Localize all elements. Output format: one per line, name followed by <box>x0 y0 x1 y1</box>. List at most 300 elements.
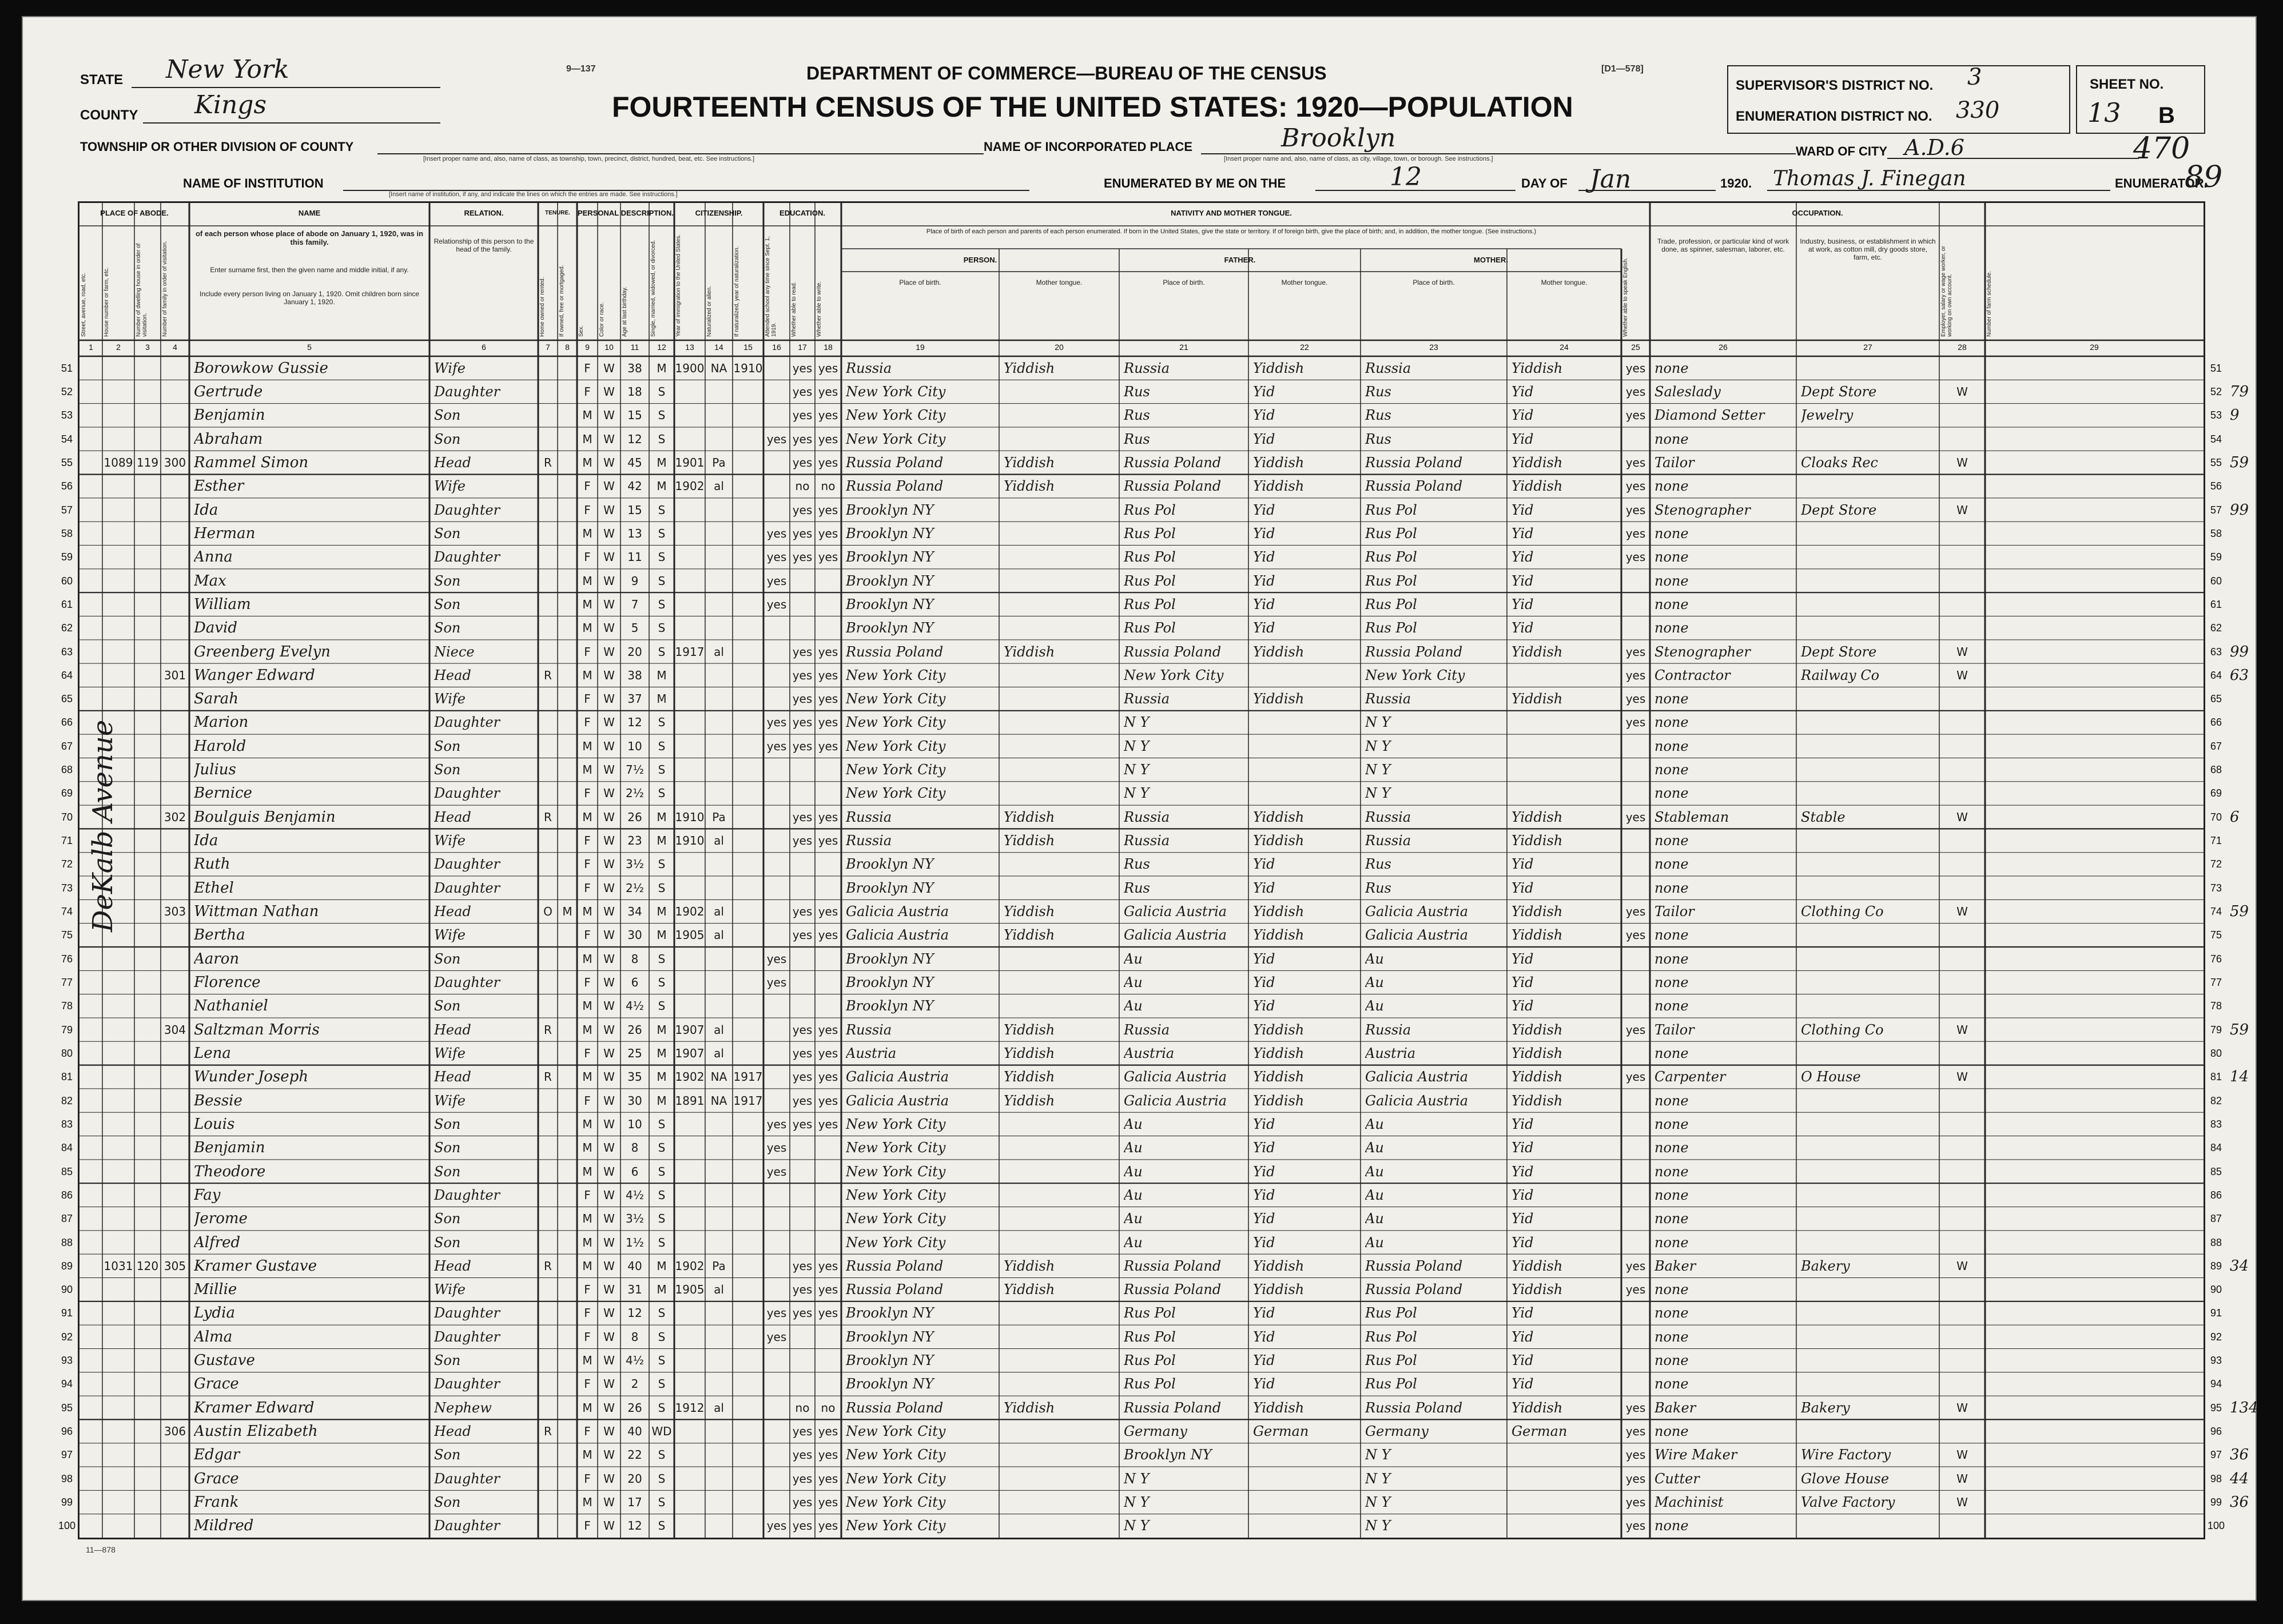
cell-read: yes <box>792 928 813 942</box>
cell-name: Alfred <box>194 1233 241 1251</box>
cell-pob: New York City <box>846 431 946 447</box>
cell-mmt: Yid <box>1512 1140 1534 1156</box>
row-number-right: 72 <box>2210 858 2222 870</box>
cell-fmt: Yid <box>1253 501 1275 518</box>
cell-write: yes <box>818 810 838 824</box>
cell-sex: F <box>584 857 591 871</box>
row-number: 55 <box>61 456 73 468</box>
cell-mpob: N Y <box>1365 1470 1391 1487</box>
row-number-right: 91 <box>2210 1307 2222 1319</box>
cell-race: W <box>603 1164 615 1179</box>
cell-read: yes <box>792 692 813 706</box>
cell-race: W <box>603 361 615 375</box>
cell-mpob: Russia Poland <box>1365 454 1463 471</box>
cell-ms: M <box>657 1070 667 1084</box>
cell-mt: Yiddish <box>1004 1069 1055 1085</box>
cell-occ: none <box>1654 478 1689 495</box>
cell-fpob: N Y <box>1124 714 1150 731</box>
column-number-28: 28 <box>1958 343 1967 352</box>
cell-fpob: N Y <box>1124 1518 1150 1534</box>
cell-mmt: Yid <box>1512 1305 1534 1322</box>
header-c22: Mother tongue. <box>1281 278 1328 286</box>
cell-age: 7 <box>631 597 639 611</box>
cell-sex: F <box>584 692 591 706</box>
margin-code: 36 <box>2230 1446 2249 1464</box>
cell-age: 2 <box>631 1377 639 1391</box>
cell-eng: yes <box>1625 361 1646 375</box>
cell-write: yes <box>818 1093 838 1108</box>
cell-imm: 1907 <box>675 1022 705 1037</box>
cell-sex: F <box>584 479 591 493</box>
cell-ms: S <box>658 857 666 871</box>
cell-pob: New York City <box>846 1470 946 1487</box>
cell-write: no <box>821 1400 836 1415</box>
row-number: 66 <box>61 717 73 729</box>
cell-imm: 1902 <box>675 479 705 493</box>
cell-age: 23 <box>627 834 642 848</box>
cell-ms: S <box>658 1495 666 1510</box>
cell-imm: 1910 <box>675 810 705 824</box>
cell-mpob: Au <box>1365 1163 1384 1180</box>
cell-mpob: Au <box>1365 1187 1384 1203</box>
cell-read: yes <box>792 715 813 730</box>
cell-name: Kramer Edward <box>194 1399 315 1416</box>
cell-fmt: Yiddish <box>1253 478 1304 495</box>
cell-name: Bernice <box>194 785 252 802</box>
cell-sex: M <box>582 739 592 753</box>
cell-rel: Head <box>434 809 471 825</box>
cell-eng: yes <box>1625 1070 1646 1084</box>
cell-sch: yes <box>766 1519 787 1533</box>
cell-fpob: N Y <box>1124 1470 1150 1487</box>
cell-mmt: Yid <box>1512 1163 1534 1180</box>
cell-fmt: Yiddish <box>1253 903 1304 920</box>
cell-rel: Nephew <box>434 1399 492 1416</box>
cell-fmt: Yiddish <box>1253 927 1304 944</box>
cell-pob: Galicia Austria <box>846 927 949 944</box>
cell-name: Aaron <box>194 950 240 968</box>
cell-fmt: Yid <box>1253 856 1275 873</box>
cell-eng: yes <box>1625 550 1646 564</box>
cell-fpob: Au <box>1124 998 1143 1014</box>
cell-sex: F <box>584 1188 591 1202</box>
cell-read: yes <box>792 1046 813 1060</box>
cell-natyr: 1910 <box>733 361 763 375</box>
cell-read: yes <box>792 1070 813 1084</box>
cell-age: 1½ <box>625 1235 645 1249</box>
cell-ms: S <box>658 881 666 895</box>
cell-rel: Son <box>434 620 461 636</box>
cell-fpob: Rus Pol <box>1124 1376 1176 1392</box>
cell-rel: Head <box>434 454 471 471</box>
cell-age: 20 <box>627 1471 642 1486</box>
cell-fmt: Yid <box>1253 1234 1275 1251</box>
cell-pob: Russia <box>846 833 892 849</box>
cell-occ: none <box>1654 1234 1689 1251</box>
header-c10: Color or race. <box>599 302 605 337</box>
cell-age: 34 <box>627 905 642 919</box>
cell-pob: Russia <box>846 809 892 825</box>
cell-rel: Son <box>434 1116 461 1132</box>
cell-race: W <box>603 1424 615 1439</box>
cell-mpob: Germany <box>1365 1423 1429 1440</box>
cell-sex: F <box>584 503 591 517</box>
cell-sex: F <box>584 1471 591 1486</box>
cell-ind: Glove House <box>1801 1470 1890 1487</box>
cell-fpob: Au <box>1124 1234 1143 1251</box>
cell-age: 26 <box>627 1400 642 1415</box>
cell-eng: yes <box>1625 1400 1646 1415</box>
cell-name: Frank <box>194 1494 239 1511</box>
cell-sch: yes <box>766 1141 787 1155</box>
cell-pob: Russia Poland <box>846 643 944 660</box>
cell-age: 9 <box>631 574 639 588</box>
cell-eng: yes <box>1625 928 1646 942</box>
cell-race: W <box>603 503 615 517</box>
cell-occ: none <box>1654 833 1689 849</box>
cell-rel: Son <box>434 1140 461 1156</box>
cell-age: 38 <box>627 361 642 375</box>
cell-name: Saltzman Morris <box>194 1021 320 1038</box>
cell-mpob: Rus Pol <box>1365 549 1417 566</box>
cell-nat: al <box>714 834 724 848</box>
cell-own: O <box>543 905 552 919</box>
cell-mpob: Au <box>1365 1234 1384 1251</box>
cell-race: W <box>603 1259 615 1273</box>
cell-occ: Stenographer <box>1654 501 1751 518</box>
row-number-right: 99 <box>2210 1496 2222 1508</box>
cell-name: Wanger Edward <box>194 666 315 684</box>
cell-mmt: Yid <box>1512 950 1534 967</box>
cell-read: yes <box>792 739 813 753</box>
cell-mmt: Yid <box>1512 856 1534 873</box>
cell-write: yes <box>818 644 838 659</box>
cell-mmt: Yid <box>1512 525 1534 542</box>
cell-nat: al <box>714 928 724 942</box>
row-number: 94 <box>61 1378 73 1390</box>
cell-occ: none <box>1654 431 1689 447</box>
cell-ms: S <box>658 1354 666 1368</box>
cell-ms: S <box>658 1519 666 1533</box>
cell-pob: New York City <box>846 1518 946 1534</box>
row-number: 72 <box>61 858 73 870</box>
cell-sex: M <box>582 574 592 588</box>
column-number-12: 12 <box>657 343 666 352</box>
row-number-right: 74 <box>2210 906 2222 918</box>
cell-rel: Wife <box>434 360 466 376</box>
cell-occ: none <box>1654 1045 1689 1061</box>
row-number: 53 <box>61 409 73 421</box>
cell-age: 26 <box>627 1022 642 1037</box>
row-number: 92 <box>61 1331 73 1343</box>
cell-ms: M <box>657 361 667 375</box>
cell-name: Bessie <box>194 1092 242 1109</box>
cell-name: Herman <box>194 524 256 542</box>
cell-fmt: Yid <box>1253 572 1275 589</box>
cell-occ: none <box>1654 879 1689 896</box>
row-number-right: 53 <box>2210 409 2222 421</box>
cell-rel: Niece <box>434 643 475 660</box>
cell-mpob: Rus <box>1365 879 1391 896</box>
cell-race: W <box>603 1070 615 1084</box>
header-c7: Home owned or rented. <box>539 277 546 337</box>
cell-write: yes <box>818 1306 838 1320</box>
cell-rel: Wife <box>434 833 466 849</box>
cell-fpob: Rus Pol <box>1124 1352 1176 1369</box>
cell-name: Ida <box>194 501 218 519</box>
cell-pob: Russia Poland <box>846 1257 944 1274</box>
cell-mpob: Russia <box>1365 360 1411 376</box>
cell-rel: Son <box>434 1163 461 1180</box>
form-number: 9—137 <box>566 64 596 74</box>
cell-write: no <box>821 479 836 493</box>
row-number-right: 60 <box>2210 575 2222 587</box>
cell-write: yes <box>818 1070 838 1084</box>
cell-occ: none <box>1654 360 1689 376</box>
year-label: 1920. <box>1720 176 1752 190</box>
cell-fmt: Yid <box>1253 383 1275 400</box>
row-number: 78 <box>61 1000 73 1012</box>
cell-read: no <box>795 1400 810 1415</box>
cell-rel: Daughter <box>434 856 500 873</box>
cell-name: Esther <box>194 477 244 495</box>
cell-name: Theodore <box>194 1163 266 1180</box>
column-number-26: 26 <box>1719 343 1728 352</box>
cell-read: yes <box>792 1519 813 1533</box>
cell-ind: Railway Co <box>1801 667 1880 683</box>
cell-race: W <box>603 975 615 989</box>
cell-emp: W <box>1956 455 1968 469</box>
cell-fpob: Russia Poland <box>1124 478 1222 495</box>
cell-race: W <box>603 763 615 777</box>
cell-imm: 1912 <box>675 1400 705 1415</box>
cell-mmt: Yiddish <box>1512 360 1563 376</box>
row-number: 63 <box>61 646 73 658</box>
cell-mpob: Rus Pol <box>1365 596 1417 612</box>
cell-name: Grace <box>194 1375 239 1393</box>
cell-pob: Brooklyn NY <box>846 1352 934 1369</box>
column-number-10: 10 <box>604 343 614 352</box>
cell-pob: New York City <box>846 1423 946 1440</box>
cell-eng: yes <box>1625 1259 1646 1273</box>
cell-occ: none <box>1654 1376 1689 1392</box>
cell-ind: Dept Store <box>1801 643 1877 660</box>
cell-read: yes <box>792 503 813 517</box>
cell-write: yes <box>818 692 838 706</box>
cell-occ: none <box>1654 549 1689 566</box>
cell-name: Millie <box>194 1281 237 1299</box>
cell-occ: Wire Maker <box>1654 1447 1737 1463</box>
cell-race: W <box>603 621 615 635</box>
cell-write: yes <box>818 1424 838 1439</box>
column-number-19: 19 <box>916 343 925 352</box>
row-number-right: 59 <box>2210 551 2222 563</box>
cell-sex: M <box>582 1164 592 1179</box>
cell-age: 12 <box>627 432 642 446</box>
cell-mpob: Au <box>1365 1140 1384 1156</box>
cell-imm: 1902 <box>675 1259 705 1273</box>
cell-name: Fay <box>194 1186 221 1204</box>
header-c14: Naturalized or alien. <box>706 286 713 337</box>
cell-imm: 1910 <box>675 834 705 848</box>
cell-rel: Head <box>434 667 471 683</box>
township-note: [Insert proper name and, also, name of class, as township, town, precinct, district, hundred, beat, etc. See instructions.] <box>423 156 755 162</box>
cell-mmt: German <box>1512 1423 1568 1440</box>
row-number-right: 89 <box>2210 1260 2222 1272</box>
cell-read: yes <box>792 1093 813 1108</box>
cell-fmt: Yiddish <box>1253 691 1304 707</box>
cell-sex: M <box>582 1448 592 1462</box>
cell-pob: Brooklyn NY <box>846 549 934 566</box>
cell-ms: M <box>657 928 667 942</box>
cell-write: yes <box>818 1283 838 1297</box>
header-c5c: Include every person living on January 1, 1920. Omit children born since January 1, 1920. <box>199 290 420 306</box>
cell-pob: Brooklyn NY <box>846 974 934 990</box>
header-c11: Age at last birthday. <box>622 286 628 337</box>
cell-name: Marion <box>194 714 249 731</box>
cell-mpob: Au <box>1365 974 1384 990</box>
cell-write: yes <box>818 668 838 682</box>
row-number: 93 <box>61 1355 73 1367</box>
cell-ms: S <box>658 503 666 517</box>
row-number: 86 <box>61 1189 73 1201</box>
cell-sex: M <box>582 621 592 635</box>
cell-fpob: N Y <box>1124 785 1150 802</box>
cell-house: 1089 <box>104 455 133 469</box>
cell-rel: Son <box>434 1234 461 1251</box>
row-number-right: 90 <box>2210 1284 2222 1296</box>
cell-pob: New York City <box>846 785 946 802</box>
cell-age: 6 <box>631 1164 639 1179</box>
column-number-13: 13 <box>685 343 694 352</box>
cell-ind: Bakery <box>1801 1257 1850 1274</box>
cell-ms: S <box>658 1471 666 1486</box>
cell-write: yes <box>818 928 838 942</box>
cell-ms: S <box>658 1117 666 1131</box>
day-value: 12 <box>1390 162 1422 192</box>
column-number-4: 4 <box>173 343 177 352</box>
cell-mpob: Rus <box>1365 431 1391 447</box>
cell-name: Boulguis Benjamin <box>194 808 336 826</box>
cell-rel: Son <box>434 431 461 447</box>
cell-age: 10 <box>627 739 642 753</box>
cell-ind: O House <box>1801 1069 1861 1085</box>
cell-sch: yes <box>766 574 787 588</box>
cell-race: W <box>603 455 615 469</box>
cell-rel: Son <box>434 1447 461 1463</box>
cell-emp: W <box>1956 384 1968 399</box>
cell-sch: yes <box>766 1330 787 1344</box>
cell-mpob: Russia Poland <box>1365 478 1463 495</box>
cell-occ: none <box>1654 974 1689 990</box>
place-note: [Insert proper name and, also, name of class, as city, village, town, or borough. See instructions.] <box>1224 156 1493 162</box>
cell-natyr: 1917 <box>733 1070 763 1084</box>
column-number-25: 25 <box>1631 343 1640 352</box>
cell-name: David <box>194 619 237 637</box>
cell-emp: W <box>1956 1259 1968 1273</box>
cell-occ: none <box>1654 950 1689 967</box>
cell-write: yes <box>818 1046 838 1060</box>
cell-age: 4½ <box>625 1354 645 1368</box>
cell-ms: S <box>658 384 666 399</box>
cell-fmt: Yid <box>1253 525 1275 542</box>
cell-name: Ethel <box>194 879 234 897</box>
cell-pob: Russia <box>846 1021 892 1038</box>
cell-fmt: Yiddish <box>1253 1021 1304 1038</box>
cell-read: yes <box>792 1306 813 1320</box>
cell-ms: M <box>657 1046 667 1060</box>
cell-race: W <box>603 739 615 753</box>
cell-write: yes <box>818 1259 838 1273</box>
cell-rel: Wife <box>434 1281 466 1298</box>
column-number-14: 14 <box>714 343 723 352</box>
cell-race: W <box>603 668 615 682</box>
cell-mmt: Yiddish <box>1512 927 1563 944</box>
margin-code: 134 <box>2230 1399 2258 1416</box>
cell-name: Anna <box>194 548 233 566</box>
cell-ms: M <box>657 479 667 493</box>
row-number: 56 <box>61 480 73 492</box>
cell-name: Wittman Nathan <box>194 903 319 921</box>
cell-fmt: Yiddish <box>1253 1399 1304 1416</box>
cell-occ: none <box>1654 927 1689 944</box>
cell-ms: S <box>658 1188 666 1202</box>
enumerator-value: Thomas J. Finegan <box>1773 167 1966 190</box>
row-number-right: 58 <box>2210 527 2222 539</box>
cell-rel: Head <box>434 1021 471 1038</box>
cell-occ: Baker <box>1654 1399 1696 1416</box>
cell-sex: F <box>584 928 591 942</box>
header-c9: Sex. <box>578 325 584 337</box>
cell-write: yes <box>818 715 838 730</box>
cell-ms: S <box>658 1141 666 1155</box>
cell-name: Wunder Joseph <box>194 1068 309 1086</box>
cell-mpob: Austria <box>1365 1045 1416 1061</box>
township-label: TOWNSHIP OR OTHER DIVISION OF COUNTY <box>80 140 354 154</box>
cell-age: 35 <box>627 1070 642 1084</box>
cell-age: 3½ <box>625 857 645 871</box>
cell-age: 30 <box>627 928 642 942</box>
cell-nat: al <box>714 479 724 493</box>
cell-race: W <box>603 1519 615 1533</box>
cell-own: R <box>544 668 552 682</box>
cell-race: W <box>603 1022 615 1037</box>
cell-write: yes <box>818 1471 838 1486</box>
cell-mt: Yiddish <box>1004 454 1055 471</box>
cell-ms: S <box>658 1400 666 1415</box>
cell-ind: Bakery <box>1801 1399 1850 1416</box>
cell-sex: M <box>582 1141 592 1155</box>
cell-own: R <box>544 810 552 824</box>
cell-name: Abraham <box>194 430 263 448</box>
cell-pob: Russia Poland <box>846 454 944 471</box>
cell-fpob: New York City <box>1124 667 1224 683</box>
cell-read: yes <box>792 834 813 848</box>
cell-mpob: New York City <box>1365 667 1465 683</box>
cell-occ: none <box>1654 738 1689 754</box>
cell-fpob: Russia <box>1124 833 1170 849</box>
cell-sex: M <box>582 1070 592 1084</box>
cell-fmt: Yid <box>1253 407 1275 424</box>
margin-code: 99 <box>2230 501 2249 519</box>
cell-fpob: Russia <box>1124 360 1170 376</box>
cell-fpob: Galicia Austria <box>1124 903 1227 920</box>
cell-occ: none <box>1654 1163 1689 1180</box>
cell-nat: NA <box>710 361 727 375</box>
cell-race: W <box>603 810 615 824</box>
cell-sex: F <box>584 834 591 848</box>
cell-mmt: Yiddish <box>1512 833 1563 849</box>
